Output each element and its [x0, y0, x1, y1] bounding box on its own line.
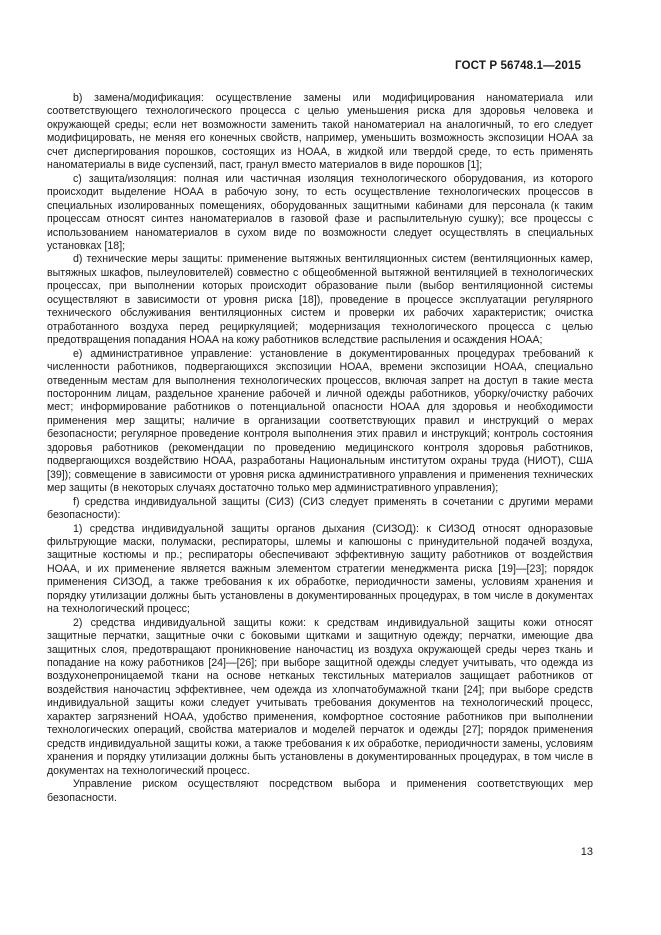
paragraph-risk-management-summary: Управление риском осуществляют посредством выбора и применения соответствующих мер безопасности. — [47, 778, 593, 804]
paragraph-f-ppe: f) средства индивидуальной защиты (СИЗ) (СИЗ следует применять в сочетании с другими мерами безопасности): — [47, 495, 593, 522]
page-number: 13 — [580, 846, 593, 858]
paragraph-c-isolation: c) защита/изоляция: полная или частичная изоляция технологического оборудования, из которого происходит выделение НОАА в рабочую зону, то есть осуществление технологических процессов в специальных изолированных помещениях, оборудованных защитными кабинами для персонала (к таким процессам относят синтез наноматериалов в газовой фазе и распылительную сушку); все процессы с использованием наноматериалов в сухом виде по возможности следует осуществлять в специальных установках [18]; — [47, 172, 593, 252]
paragraph-b-substitution: b) замена/модификация: осуществление замены или модифицирования наноматериала или соответствующего технологического процесса с целью уменьшения риска для здоровья человека и окружающей среды; если нет возможности заменить такой наноматериал на аналогичный, то его следует модифицировать, не меняя его конечных свойств, например, уменьшить возможность экспозиции НОАА за счет диспергирования порошков, состоящих из НОАА, в жидкой или твердой среде, то есть применять наноматериалы в виде суспензий, паст, гранул вместо материалов в виде порошков [1]; — [47, 92, 593, 172]
standard-header: ГОСТ Р 56748.1—2015 — [455, 59, 581, 72]
paragraph-e-administrative-control: e) административное управление: установление в документированных процедурах требований к численности работников, подвергающихся экспозиции НОАА, времени экспозиции НОАА, специально отведенным местам для выполнения технологических процессов, включая запрет на доступ в такие места посторонним лицам, раздельное хранение рабочей и личной одежды работников, уборку/очистку рабочих мест; информирование работников о потенциальной опасности НОАА для здоровья и необходимости применения мер защиты; наличие в организации соответствующих правил и инструкций о мерах безопасности; регулярное проведение контроля выполнения этих правил и инструкций; контроль состояния здоровья работников (рекомендации по проведению медицинского контроля здоровья работников, подвергающихся воздействию НОАА, разработаны Национальным институтом охраны труда (НИОТ), США [39]); совмещение в зависимости от уровня риска административного управления и применения технических мер защиты (в некоторых случаях достаточно только мер административного управления); — [47, 347, 593, 495]
document-body — [47, 92, 593, 805]
paragraph-f1-respiratory-protection: 1) средства индивидуальной защиты органов дыхания (СИЗОД): к СИЗОД относят одноразовые фильтрующие маски, полумаски, респираторы, шлемы и капюшоны с принудительной подачей воздуха, защитные костюмы и пр.; респираторы обеспечивают эффективную защиту работников от воздействия НОАА, и их применение является важным элементом стратегии менеджмента риска [19]—[23]; порядок применения СИЗОД, а также требования к их обработке, периодичности замены, условиям хранения и порядку утилизации должны быть установлены в документированных процедурах, в том числе в документах на технологический процесс; — [47, 522, 593, 616]
paragraph-d-engineering-controls: d) технические меры защиты: применение вытяжных вентиляционных систем (вентиляционных камер, вытяжных шкафов, пылеуловителей) совместно с общеобменной вытяжной вентиляцией в технологических процессах, при выполнении которых происходит образование пыли (выбор вентиляционной системы осуществляют в зависимости от уровня риска [18]), проведение в процессе эксплуатации регулярного технического обслуживания вентиляционных систем и проверки их рабочих характеристик; очистка отработанного воздуха перед рециркуляцией; модернизация технологического процесса с целью предотвращения попадания НОАА на кожу работников вследствие распыления и осаждения НОАА; — [47, 253, 593, 347]
paragraph-f2-skin-protection: 2) средства индивидуальной защиты кожи: к средствам индивидуальной защиты кожи относят защитные перчатки, защитные очки с боковыми щитками и защитную одежду; перчатки, имеющие два защитных слоя, предотвращают проникновение наночастиц из воздуха окружающей среды через ткань и попадание на кожу работников [24]—[26]; при выборе защитной одежды следует учитывать, что одежда из воздухонепроницаемой ткани на основе нетканых текстильных материалов защищает работников от воздействия наночастиц эффективнее, чем одежда из хлопчатобумажной ткани [24]; при выборе средств индивидуальной защиты кожи следует учитывать требования документов на технологический процесс, характер загрязнений НОАА, удобство применения, комфортное состояние работников при выполнении технологических операций, свойства материалов и моделей перчаток и одежды [27]; порядок применения средств индивидуальной защиты кожи, а также требования к их обработке, периодичности замены, условиям хранения и порядку утилизации должны быть установлены в документированных процедурах, в том числе в документах на технологический процесс. — [47, 616, 593, 777]
